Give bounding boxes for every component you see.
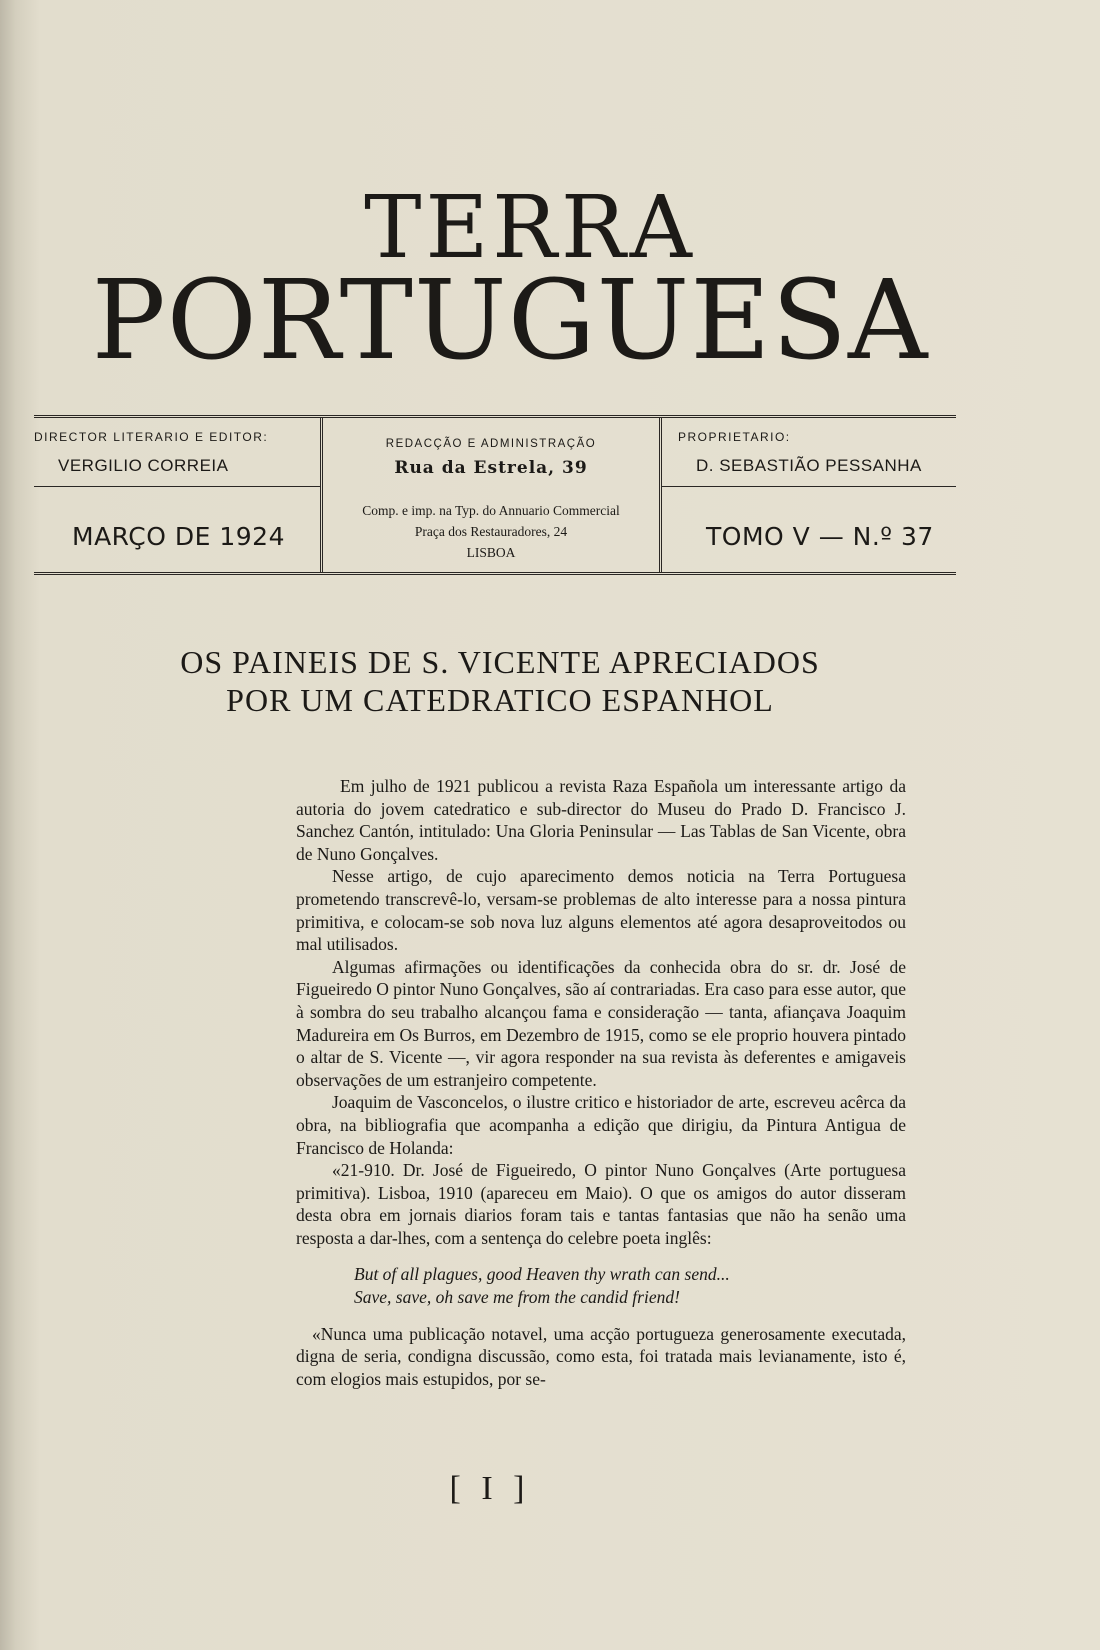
article-title-line-2: POR UM CATEDRATICO ESPANHOL (226, 682, 774, 718)
paragraph-1: Em julho de 1921 publicou a revista Raza Española um interessante artigo da autoria do jovem catedratico e sub-director do Museu do Prado D. Francisco J. Sanchez Cantón, intitulado: Una Gloria Peninsular — Las Tablas de San Vicente, obra de Nuno Gonçalves. (296, 776, 906, 864)
header-table (34, 415, 956, 575)
masthead (40, 178, 960, 384)
proprietor-label: PROPRIETARIO: (678, 430, 791, 444)
director-label: DIRECTOR LITERARIO E EDITOR: (34, 430, 269, 444)
masthead-line-1: TERRA (364, 178, 696, 278)
paragraph-5: «21-910. Dr. José de Figueiredo, O pintor Nuno Gonçalves (Arte portuguesa primitiva). Lisboa, 1910 (apareceu em Maio). O que os amigos do autor disseram desta obra em jornais diarios foram tais e tantas fantasias que não ha senão uma resposta a dar-lhes, com a sentença do celebre poeta inglês: (296, 1160, 906, 1248)
verse-quote (354, 1263, 906, 1308)
verse-line-2: Save, save, oh save me from the candid friend! (354, 1287, 680, 1308)
address-label: REDACÇÃO E ADMINISTRAÇÃO (385, 438, 597, 450)
verse-line-1: But of all plagues, good Heaven thy wrath can send... (354, 1264, 730, 1285)
printer-info (323, 500, 659, 563)
director-name: VERGILIO CORREIA (58, 456, 229, 475)
divider-left (34, 486, 320, 487)
address-street: Rua da Estrela, 39 (394, 458, 588, 478)
article-title (60, 643, 940, 719)
header-col-address (320, 418, 662, 572)
masthead-line-2: PORTUGUESA (91, 256, 929, 384)
proprietor-name: D. SEBASTIÃO PESSANHA (696, 456, 922, 475)
volume-number: TOMO V — N.º 37 (706, 522, 934, 551)
paragraph-2: Nesse artigo, de cujo aparecimento demos noticia na Terra Portuguesa prometendo transcrevê-lo, versam-se problemas de alto interesse para a nossa pintura primitiva, e colocam-se sob nova luz alguns elementos até agora desaproveitodos ou mal utilisados. (296, 866, 906, 955)
article-title-line-1: OS PAINEIS DE S. VICENTE APRECIADOS (180, 644, 820, 680)
printer-line-1: Comp. e imp. na Typ. do Annuario Commercial (362, 503, 620, 518)
issue-date: MARÇO DE 1924 (72, 522, 285, 551)
paragraph-6: «Nunca uma publicação notavel, uma acção portugueza generosamente executada, digna de seria, condigna discussão, como esta, foi tratada mais levianamente, isto é, com elogios mais estupidos, por se- (296, 1323, 906, 1389)
header-col-director (34, 418, 320, 572)
printer-line-2: Praça dos Restauradores, 24 (414, 524, 568, 539)
divider-right (662, 486, 956, 487)
printer-line-3: LISBOA (466, 545, 516, 560)
header-col-proprietor (662, 418, 956, 572)
article-body (296, 775, 906, 1390)
paragraph-3: Algumas afirmações ou identificações da conhecida obra do sr. dr. José de Figueiredo O pintor Nuno Gonçalves, são aí contrariadas. Era caso para esse autor, que à sombra do seu trabalho alcançou fama e consideração — tanta, afiançava Joaquim Madureira em Os Burros, em Dezembro de 1915, como se ele proprio houvera pintado o altar de S. Vicente —, vir agora responder na sua revista às deferentes e amigaveis observações de um estranjeiro competente. (296, 956, 906, 1090)
paragraph-4: Joaquim de Vasconcelos, o ilustre critico e historiador de arte, escreveu acêrca da obra, na bibliografia que acompanha a edição que dirigiu, da Pintura Antigua de Francisco de Holanda: (296, 1092, 906, 1158)
page-number: [ I ] (449, 1470, 531, 1507)
